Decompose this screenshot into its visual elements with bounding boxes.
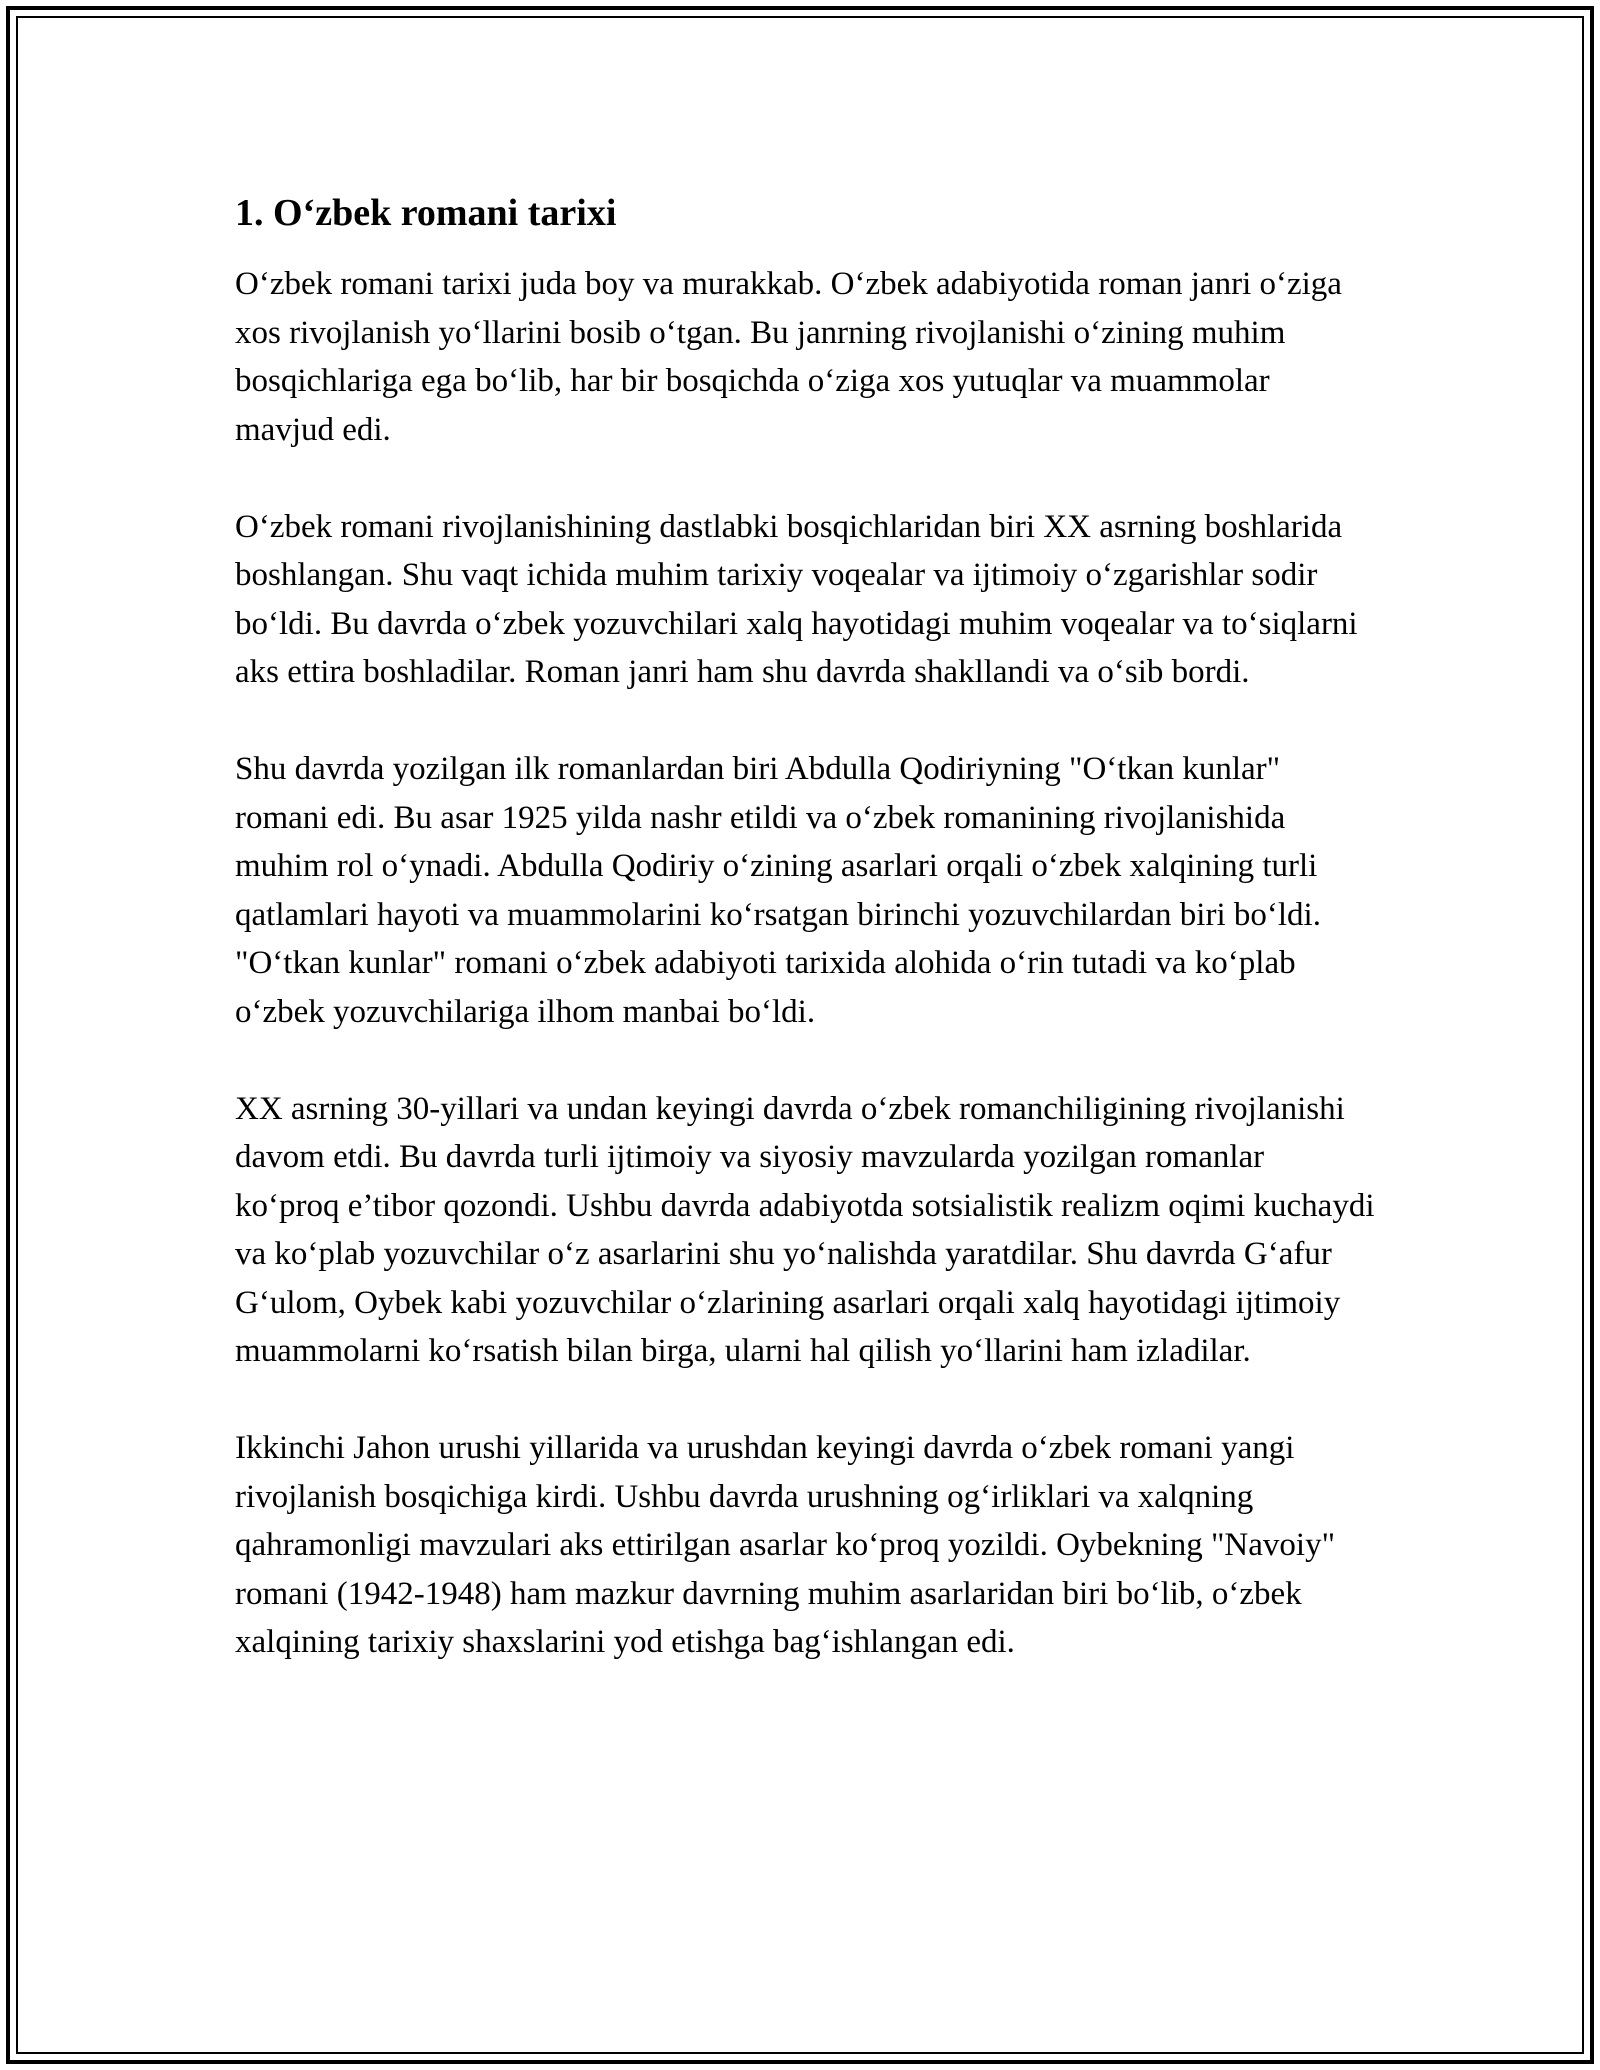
- paragraph-4: XX asrning 30-yillari va undan keyingi davrda o‘zbek romanchiligining rivojlanishi davom etdi. Bu davrda turli ijtimoiy va siyosiy mavzularda yozilgan romanlar ko‘proq e’tibor qozondi. Ushbu davrda adabiyotda sotsialistik realizm oqimi kuchaydi va ko‘plab yozuvchilar o‘z asarlarini shu yo‘nalishda yaratdilar. Shu davrda G‘afur G‘ulom, Oybek kabi yozuvchilar o‘zlarining asarlari orqali xalq hayotidagi ijtimoiy muammolarni ko‘rsatish bilan birga, ularni hal qilish yo‘llarini ham izladilar.: [235, 1090, 1375, 1369]
- paragraph-1: O‘zbek romani tarixi juda boy va murakkab. O‘zbek adabiyotida roman janri o‘ziga xos rivojlanish yo‘llarini bosib o‘tgan. Bu janrning rivojlanishi o‘zining muhim bosqichlariga ega bo‘lib, har bir bosqichda o‘ziga xos yutuqlar va muammolar mavjud edi.: [235, 266, 1342, 448]
- paragraph-3: Shu davrda yozilgan ilk romanlardan biri Abdulla Qodiriyning "O‘tkan kunlar" romani edi. Bu asar 1925 yilda nashr etildi va o‘zbek romanining rivojlanishida muhim rol o‘ynadi. Abdulla Qodiriy o‘zining asarlari orqali o‘zbek xalqining turli qatlamlari hayoti va muammolarini ko‘rsatgan birinchi yozuvchilardan biri bo‘ldi. "O‘tkan kunlar" romani o‘zbek adabiyoti tarixida alohida o‘rin tutadi va ko‘plab o‘zbek yozuvchilariga ilhom manbai bo‘ldi.: [235, 751, 1321, 1030]
- paragraph-5: Ikkinchi Jahon urushi yillarida va urushdan keyingi davrda o‘zbek romani yangi rivojlanish bosqichiga kirdi. Ushbu davrda urushning og‘irliklari va xalqning qahramonligi mavzulari aks ettirilgan asarlar ko‘proq yozildi. Oybekning "Navoiy" romani (1942-1948) ham mazkur davrning muhim asarlaridan biri bo‘lib, o‘zbek xalqining tarixiy shaxslarini yod etishga bag‘ishlangan edi.: [235, 1430, 1336, 1660]
- paragraph-2: O‘zbek romani rivojlanishining dastlabki bosqichlaridan biri XX asrning boshlarida boshlangan. Shu vaqt ichida muhim tarixiy voqealar va ijtimoiy o‘zgarishlar sodir bo‘ldi. Bu davrda o‘zbek yozuvchilari xalq hayotidagi muhim voqealar va to‘siqlarni aks ettira boshladilar. Roman janri ham shu davrda shakllandi va o‘sib bordi.: [235, 508, 1358, 690]
- document-body: [235, 188, 1375, 1667]
- section-heading: 1. O‘zbek romani tarixi: [235, 192, 617, 234]
